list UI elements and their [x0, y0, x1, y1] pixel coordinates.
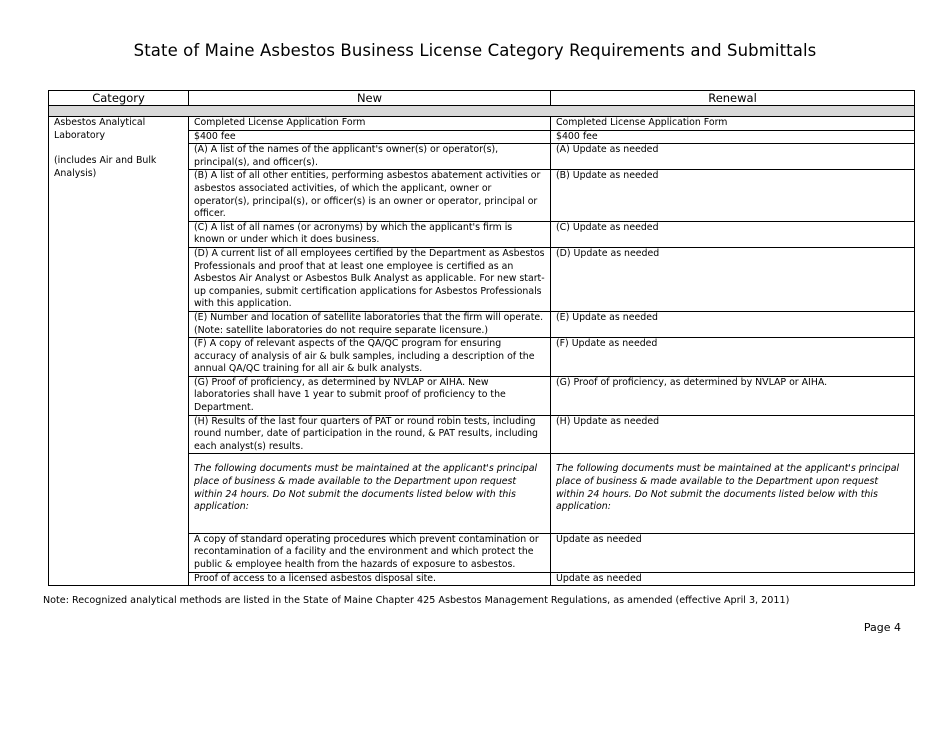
new-cell: (D) A current list of all employees certified by the Department as Asbestos Professionals and proof that at least one employee is certified as an Asbestos Air Analyst or Asbestos Bulk Analyst as applicable. For new start-up companies, submit certification applications for Asbestos Professionals with this application.: [189, 247, 551, 311]
renewal-cell: (D) Update as needed: [551, 247, 915, 311]
new-cell-notice: The following documents must be maintained at the applicant's principal place of business & made available to the Department upon request within 24 hours. Do Not submit the documents listed below with this application:: [189, 454, 551, 533]
renewal-cell: $400 fee: [551, 130, 915, 144]
category-name: Asbestos Analytical Laboratory: [54, 117, 146, 141]
header-row: [49, 91, 915, 106]
renewal-cell: (E) Update as needed: [551, 311, 915, 337]
renewal-cell: (F) Update as needed: [551, 338, 915, 377]
header-renewal: Renewal: [551, 91, 915, 106]
renewal-cell: (G) Proof of proficiency, as determined by NVLAP or AIHA.: [551, 376, 915, 415]
table-row: [49, 117, 915, 131]
new-cell: (C) A list of all names (or acronyms) by which the applicant's firm is known or under which it does business.: [189, 221, 551, 247]
renewal-cell: Update as needed: [551, 572, 915, 586]
renewal-cell-notice: The following documents must be maintained at the applicant's principal place of business & made available to the Department upon request within 24 hours. Do Not submit the documents listed below with this application:: [551, 454, 915, 533]
new-cell: A copy of standard operating procedures which prevent contamination or recontamination of a facility and the environment and which protect the public & employee health from the hazards of exposure to asbestos.: [189, 533, 551, 572]
new-cell: (F) A copy of relevant aspects of the QA/QC program for ensuring accuracy of analysis of air & bulk samples, including a description of the annual QA/QC training for all air & bulk analysts.: [189, 338, 551, 377]
new-cell: Completed License Application Form: [189, 117, 551, 131]
renewal-cell: (B) Update as needed: [551, 170, 915, 221]
renewal-cell: (H) Update as needed: [551, 415, 915, 454]
new-cell: $400 fee: [189, 130, 551, 144]
renewal-cell: Completed License Application Form: [551, 117, 915, 131]
category-sub: (includes Air and Bulk Analysis): [54, 155, 157, 179]
renewal-cell: Update as needed: [551, 533, 915, 572]
new-cell: (A) A list of the names of the applicant's owner(s) or operator(s), principal(s), and officer(s).: [189, 144, 551, 170]
renewal-cell: (A) Update as needed: [551, 144, 915, 170]
separator-row: [49, 106, 915, 117]
header-new: New: [189, 91, 551, 106]
footnote: Note: Recognized analytical methods are listed in the State of Maine Chapter 425 Asbestos Management Regulations, as amended (effective April 3, 2011): [43, 595, 790, 606]
page-title: State of Maine Asbestos Business License Category Requirements and Submittals: [133, 41, 817, 60]
renewal-cell: (C) Update as needed: [551, 221, 915, 247]
page-number: Page 4: [863, 621, 901, 634]
new-cell: (B) A list of all other entities, performing asbestos abatement activities or asbestos associated activities, of which the applicant, owner or operator(s), principal(s), or officer(s) is an owner or operator, principal or officer.: [189, 170, 551, 221]
new-cell: (E) Number and location of satellite laboratories that the firm will operate. (Note: satellite laboratories do not require separate licensure.): [189, 311, 551, 337]
new-cell: (G) Proof of proficiency, as determined by NVLAP or AIHA. New laboratories shall have 1 year to submit proof of proficiency to the Department.: [189, 376, 551, 415]
category-cell: [49, 117, 189, 586]
new-cell: (H) Results of the last four quarters of PAT or round robin tests, including round number, date of participation in the round, & PAT results, including each analyst(s) results.: [189, 415, 551, 454]
new-cell: Proof of access to a licensed asbestos disposal site.: [189, 572, 551, 586]
requirements-table: [48, 90, 915, 586]
header-category: Category: [49, 91, 189, 106]
